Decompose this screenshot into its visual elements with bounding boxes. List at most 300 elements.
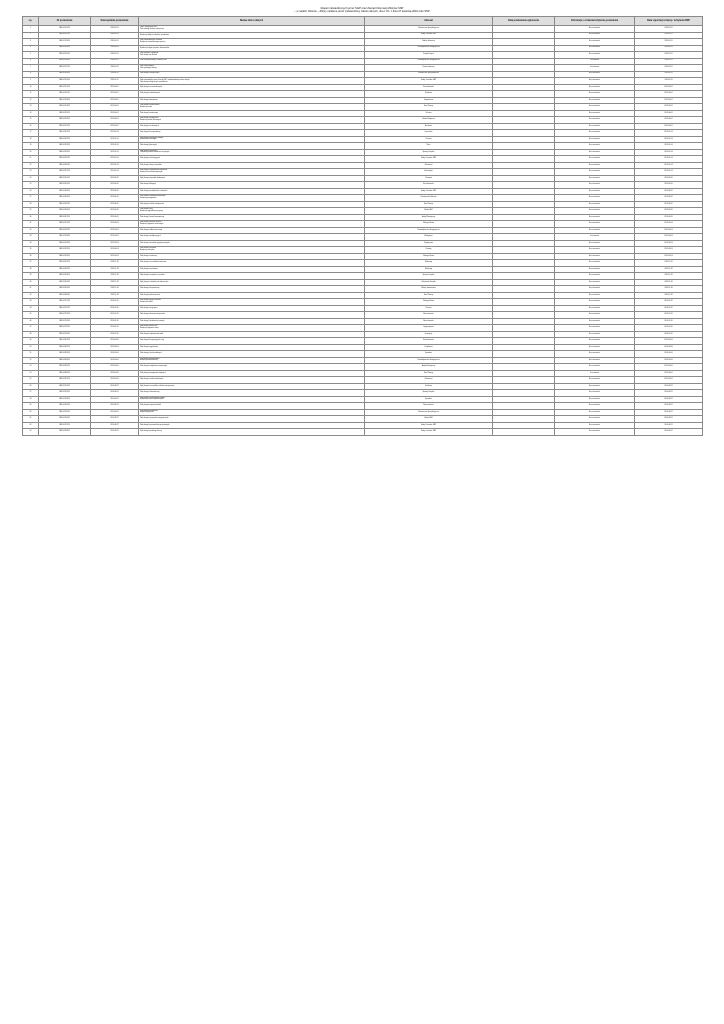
cell-lp: 36	[23, 253, 39, 260]
dataset-name-line: Zbiór danych nagrań rozmów	[140, 300, 161, 302]
dataset-name-line: Zbiór Ewidencji pracowników	[140, 78, 161, 79]
cell-lp: 25	[23, 182, 39, 189]
dataset-name-line: Zbiór danych szkód i ubezpieczeń	[140, 203, 165, 205]
cell-issue-date: 2014-05-06	[91, 364, 139, 371]
cell-permit-number: NBP-01/6/5/99	[39, 286, 91, 293]
cell-permit-number: NBP-01/3/1/99	[39, 130, 91, 137]
cell-recipient: Transport	[365, 175, 493, 182]
dataset-name-line: Zbiór danych osób kontaktowych	[140, 379, 164, 381]
cell-issue-date: 2013-04-02	[91, 97, 139, 104]
cell-change-info: Bez zastrzeżeń	[555, 169, 635, 176]
cell-registration-date: 2014-05-06	[635, 364, 703, 371]
cell-lp: 42	[23, 292, 39, 299]
table-row	[23, 78, 703, 85]
cell-lp: 29	[23, 208, 39, 215]
cell-change-info: Bez zastrzeżeń	[555, 162, 635, 169]
cell-permit-number: NBP-01/7/3/99	[39, 312, 91, 319]
cell-recipient: Pomiary	[365, 247, 493, 254]
cell-permit-number: NBP-01/1/5/99	[39, 52, 91, 59]
cell-registration-date: 2013-11-18	[635, 273, 703, 280]
dataset-name-line: Zbiór zatwierdzony przez Zarząd SNP i odpowiedzialny zakres danych	[140, 79, 190, 81]
cell-permit-number: NBP-01/2/2/99	[39, 91, 91, 98]
cell-recipient: Przedsiębiorstwo Energetyczne	[365, 58, 493, 65]
cell-lp: 28	[23, 201, 39, 208]
dataset-name-line: Zbiór danych uczestników szkoleń zewnętrznych	[140, 385, 175, 387]
cell-change-info: Bez zastrzeżeń	[555, 91, 635, 98]
cell-recipient: Szkolenia	[365, 383, 493, 390]
cell-change-info: Bez zastrzeżeń	[555, 260, 635, 267]
cell-registration-date: 2013-03-11	[635, 26, 703, 33]
cell-registration-date: 2013-03-11	[635, 45, 703, 52]
cell-change-info: Bez zastrzeżeń	[555, 338, 635, 345]
cell-issue-date: 2013-09-03	[91, 240, 139, 247]
dataset-name-line: Zbiór danych praktykantów i stażystów	[140, 190, 168, 192]
cell-lp: 3	[23, 39, 39, 46]
cell-change-info: Bez zastrzeżeń	[555, 214, 635, 221]
cell-recipient: Ratownictwo Specjalistyczne	[365, 71, 493, 78]
dataset-name-line: Zbiór ustalony pracowników	[140, 33, 160, 35]
cell-registration-date: 2013-05-14	[635, 162, 703, 169]
cell-lp: 24	[23, 175, 39, 182]
cell-issue-date: 2013-03-11	[91, 32, 139, 39]
cell-lp: 37	[23, 260, 39, 267]
cell-permit-number: NBP-01/4/6/99	[39, 208, 91, 215]
cell-lp: 27	[23, 195, 39, 202]
cell-permit-number: NBP-01/7/5/99	[39, 325, 91, 332]
title-line-2: – w nadzór zbiorów – Zbiory ustalone przez zatwierdzony zakres danych, oba z Art. z dnia 27 kwietnia 2016 roku SNP	[294, 10, 430, 14]
cell-registration-date: 2013-06-20	[635, 208, 703, 215]
cell-registration-date: 2014-02-10	[635, 318, 703, 325]
cell-recipient: Obsługa Klienta	[365, 221, 493, 228]
cell-issue-date: 2013-09-03	[91, 221, 139, 228]
cell-issue-date: 2013-11-18	[91, 266, 139, 273]
cell-permit-number: NBP-01/9/6/99	[39, 416, 91, 423]
cell-lp: 54	[23, 370, 39, 377]
cell-issue-date: 2013-03-11	[91, 58, 139, 65]
cell-lp: 23	[23, 169, 39, 176]
cell-change-info: Bez zastrzeżeń	[555, 396, 635, 403]
dataset-name-line: Zbiór danych zamówień publicznych	[140, 196, 166, 198]
cell-registration-date: 2014-02-10	[635, 305, 703, 312]
cell-issue-date: 2014-08-22	[91, 396, 139, 403]
cell-recipient: Relacje Inwestorskie	[365, 286, 493, 293]
dataset-name-line: Ewidencja zgłoszeń serwisowych	[140, 223, 164, 225]
cell-lp: 6	[23, 58, 39, 65]
cell-lp: 53	[23, 364, 39, 371]
cell-lp: 15	[23, 117, 39, 124]
document-title	[0, 7, 724, 14]
cell-registration-date: 2013-04-02	[635, 123, 703, 130]
cell-lp: 56	[23, 383, 39, 390]
dataset-name-line: Zbiór danych sygnalistów	[140, 346, 158, 348]
cell-issue-date: 2013-05-14	[91, 149, 139, 156]
cell-change-info: Bez zastrzeżeń	[555, 26, 635, 33]
cell-lp: 47	[23, 325, 39, 332]
dataset-name-line: Zbiór danych przebiegu kariery	[140, 431, 162, 433]
cell-change-info: Bez zastrzeżeń	[555, 273, 635, 280]
cell-permit-number: NBP-01/1/8/99	[39, 71, 91, 78]
cell-change-info: Bez zastrzeżeń	[555, 299, 635, 306]
cell-lp: 57	[23, 390, 39, 397]
cell-permit-number: NBP-01/6/1/99	[39, 260, 91, 267]
register-table	[22, 16, 703, 436]
cell-registration-date: 2014-08-22	[635, 396, 703, 403]
cell-recipient: Audyt Wewnętrzny	[365, 364, 493, 371]
cell-issue-date: 2013-03-11	[91, 26, 139, 33]
cell-permit-number: NBP-01/7/1/99	[39, 299, 91, 306]
cell-issue-date: 2013-05-14	[91, 162, 139, 169]
cell-recipient: Kadry Centralne SNP	[365, 32, 493, 39]
cell-change-info: Bez zastrzeżeń	[555, 104, 635, 111]
cell-change-info: Bez zastrzeżeń	[555, 123, 635, 130]
cell-recipient: Przedsiębiorstwo Energetyczne	[365, 227, 493, 234]
dataset-name-line: Zbiór danych korespondencji	[140, 132, 161, 134]
cell-permit-number: NBP-01/3/6/99	[39, 162, 91, 169]
cell-issue-date: 2013-06-20	[91, 201, 139, 208]
cell-recipient: Kadry Centralne SNP	[365, 188, 493, 195]
cell-dataset-name	[139, 429, 365, 436]
cell-issue-date: 2013-03-11	[91, 71, 139, 78]
dataset-name-line: Zbiór danych akcjonariuszy	[140, 288, 160, 290]
cell-issue-date: 2013-04-02	[91, 110, 139, 117]
cell-lp: 17	[23, 130, 39, 137]
cell-registration-date: 2013-03-11	[635, 58, 703, 65]
cell-issue-date: 2014-08-22	[91, 429, 139, 436]
dataset-name-line: Zbiór danych uczestników konkursów	[140, 262, 167, 264]
cell-issue-date: 2013-06-20	[91, 195, 139, 202]
cell-registration-date: 2014-02-10	[635, 299, 703, 306]
cell-registration-date: 2013-04-02	[635, 117, 703, 124]
cell-recipient: Windykacja	[365, 234, 493, 241]
dataset-name-line: Zbiór danych użytkowników systemów	[140, 170, 168, 172]
cell-change-info: Bez zastrzeżeń	[555, 364, 635, 371]
cell-recipient: Sprzedaż	[365, 396, 493, 403]
cell-lp: 18	[23, 136, 39, 143]
cell-recipient: Inwestycje	[365, 331, 493, 338]
cell-change-info: Bez zastrzeżeń	[555, 312, 635, 319]
cell-recipient: Dział Prawny	[365, 370, 493, 377]
cell-lp: 32	[23, 227, 39, 234]
cell-issue-date: 2013-03-11	[91, 39, 139, 46]
cell-permit-number: NBP-01/8/2/99	[39, 344, 91, 351]
cell-change-info: Bez zastrzeżeń	[555, 429, 635, 436]
cell-registration-date: 2013-06-20	[635, 214, 703, 221]
cell-change-info: Bez zastrzeżeń	[555, 318, 635, 325]
cell-lp: 45	[23, 312, 39, 319]
cell-recipient: Compliance	[365, 344, 493, 351]
cell-recipient: Ratownictwo Specjalistyczne	[365, 409, 493, 416]
cell-recipient: Zarząd Danych	[365, 52, 493, 59]
dataset-name-line: Zbiór danych audytorów zewnętrznych	[140, 366, 168, 368]
cell-registration-date: 2013-11-18	[635, 266, 703, 273]
cell-recipient: Obsługa Klienta	[365, 253, 493, 260]
dataset-name-line: Zbiór danych odbiorców energii	[140, 229, 163, 231]
cell-issue-date: 2013-11-18	[91, 260, 139, 267]
dataset-name-line: Zbiór danych socjalnych	[140, 150, 158, 152]
dataset-name-line: Zbiór danych skarg i wniosków	[140, 164, 162, 166]
cell-lp: 44	[23, 305, 39, 312]
cell-permit-number: NBP-01/7/6/99	[39, 331, 91, 338]
cell-registration-date: 2013-06-20	[635, 182, 703, 189]
cell-lp: 48	[23, 331, 39, 338]
col-header-issue-date: Data wydania pozwolenia	[91, 17, 139, 26]
cell-issue-date: 2013-05-14	[91, 143, 139, 150]
cell-recipient: Sprawy Socjalne	[365, 390, 493, 397]
cell-change-info: Bez zastrzeżeń	[555, 240, 635, 247]
cell-registration-date: 2014-08-22	[635, 422, 703, 429]
cell-issue-date: 2013-03-11	[91, 65, 139, 72]
cell-recipient: Informatyka	[365, 169, 493, 176]
dataset-name-line: Zbiór danych liczników	[140, 248, 157, 250]
cell-change-info: Bez zastrzeżeń	[555, 331, 635, 338]
cell-permit-number: NBP-01/1/3/99	[39, 39, 91, 46]
dataset-name-line: Zbiór danych medycznych	[140, 118, 159, 120]
cell-issue-date: 2014-02-10	[91, 325, 139, 332]
cell-registration-date: 2013-11-18	[635, 286, 703, 293]
cell-lp: 12	[23, 97, 39, 104]
col-header-change-info: Informacje o zmianie/uchyleniu pozwolenia	[555, 17, 635, 26]
cell-recipient: Kadry Centralne SNP	[365, 422, 493, 429]
cell-issue-date: 2013-11-18	[91, 292, 139, 299]
dataset-name-line: Zbiór danych korzystających z ulg	[140, 340, 164, 342]
cell-permit-number: NBP-01/5/6/99	[39, 253, 91, 260]
dataset-name-line: Zbiór danych uprawnień dostępu	[140, 137, 164, 139]
dataset-name-line: Zbiór danych rozrachunkowych	[140, 86, 163, 88]
cell-change-info: Bez zastrzeżeń	[555, 149, 635, 156]
cell-issue-date: 2013-04-02	[91, 104, 139, 111]
cell-issue-date: 2014-05-06	[91, 357, 139, 364]
dataset-name-line: Zbiór danych kontrahentów	[140, 105, 160, 107]
cell-permit-number: NBP-01/5/1/99	[39, 221, 91, 228]
cell-registration-date: 2013-05-14	[635, 136, 703, 143]
cell-change-info: Bez zastrzeżeń	[555, 182, 635, 189]
dataset-name-line: Ewidencja wypadków przy pracy	[140, 210, 163, 212]
table-header	[23, 17, 703, 26]
cell-issue-date: 2013-09-03	[91, 227, 139, 234]
dataset-name-line: Zbiór zmian danych	[140, 65, 154, 67]
cell-lp: 30	[23, 214, 39, 221]
dataset-name-line: Ewidencja danych członków i przedmiotu	[140, 35, 169, 37]
cell-permit-number: NBP-01/1/1/99	[39, 26, 91, 33]
col-header-submission-date: Data przekazania zgłoszenia	[493, 17, 555, 26]
cell-permit-number: NBP-01/2/7/99	[39, 123, 91, 130]
cell-recipient: Sekretariat	[365, 162, 493, 169]
cell-recipient: Płace	[365, 143, 493, 150]
cell-permit-number: NBP-01/9/5/99	[39, 409, 91, 416]
dataset-name-line: Zbiór danych szkoleniowych	[140, 93, 160, 95]
cell-recipient: Służba BHP	[365, 208, 493, 215]
cell-submission-date	[493, 78, 555, 85]
cell-registration-date: 2013-05-14	[635, 149, 703, 156]
cell-issue-date: 2014-08-22	[91, 383, 139, 390]
cell-change-info: Bez zastrzeżeń	[555, 39, 635, 46]
cell-lp: 16	[23, 123, 39, 130]
cell-permit-number: NBP-01/1/6/99	[39, 58, 91, 65]
dataset-name-line: Ewidencja mikroinstalacji	[140, 360, 158, 362]
cell-registration-date: 2013-06-20	[635, 188, 703, 195]
cell-permit-number: NBP-01/6/4/99	[39, 279, 91, 286]
cell-issue-date: 2013-09-03	[91, 247, 139, 254]
dataset-name-line: Zbiór danych archiwalnych	[140, 125, 159, 127]
cell-change-info: Bez zastrzeżeń	[555, 344, 635, 351]
cell-lp: 35	[23, 247, 39, 254]
dataset-name-line: Zbiór: Ratownictwo SNP	[140, 26, 158, 28]
cell-permit-number: NBP-01/5/5/99	[39, 247, 91, 254]
dataset-name-line: Zbiór danych ratowników	[140, 410, 158, 412]
cell-issue-date: 2014-02-10	[91, 318, 139, 325]
cell-permit-number: NBP-01/1/4/99	[39, 45, 91, 52]
cell-registration-date: 2014-05-06	[635, 357, 703, 364]
cell-permit-number: NBP-01/5/4/99	[39, 240, 91, 247]
dataset-name-line: Zbiór danych służebności przesyłu	[140, 320, 165, 322]
cell-change-info: Bez zastrzeżeń	[555, 403, 635, 410]
dataset-name-line: Zbiór danych newslettera	[140, 268, 158, 270]
cell-change-info: Bez zastrzeżeń	[555, 279, 635, 286]
cell-permit-number: NBP-01/7/2/99	[39, 305, 91, 312]
cell-recipient: Archiwum	[365, 123, 493, 130]
cell-change-info: Bez zastrzeżeń	[555, 351, 635, 358]
cell-registration-date: 2013-09-03	[635, 221, 703, 228]
cell-lp: 26	[23, 188, 39, 195]
cell-change-info: Bez zastrzeżeń	[555, 97, 635, 104]
dataset-name-line: Ewidencja umów kompleksowych	[140, 399, 164, 401]
cell-registration-date: 2014-08-22	[635, 409, 703, 416]
cell-change-info: Bez zastrzeżeń	[555, 253, 635, 260]
cell-permit-number: NBP-01/8/5/99	[39, 364, 91, 371]
cell-registration-date: 2014-08-22	[635, 383, 703, 390]
cell-permit-number: NBP-01/6/2/99	[39, 266, 91, 273]
cell-issue-date: 2013-04-02	[91, 123, 139, 130]
dataset-name-line: Ewidencja umów	[140, 106, 152, 108]
table-row	[23, 429, 703, 436]
cell-lp: 9	[23, 78, 39, 85]
dataset-name-line: Zbiór danych postępowań sądowych	[140, 372, 166, 374]
cell-lp: 14	[23, 110, 39, 117]
cell-registration-date: 2013-11-18	[635, 260, 703, 267]
cell-registration-date: 2014-05-06	[635, 344, 703, 351]
cell-dataset-name	[139, 78, 365, 85]
dataset-name-line: Zbiór danych emerytów i rencistów	[140, 275, 165, 277]
cell-permit-number: NBP-01/2/4/99	[39, 104, 91, 111]
cell-change-info: Bez zastrzeżeń	[555, 188, 635, 195]
cell-registration-date: 2013-03-11	[635, 52, 703, 59]
cell-lp: 1	[23, 26, 39, 33]
dataset-name-line: Zbiór danych dostawców	[140, 99, 158, 101]
table-body	[23, 26, 703, 436]
cell-lp: 51	[23, 351, 39, 358]
cell-permit-number: NBP-01/8/4/99	[39, 357, 91, 364]
cell-change-info: Bez zastrzeżeń	[555, 208, 635, 215]
title-line-1: Rejestr zatwierdzonych przez SAiP oraz Zarząd Informacji Zbiorów SNP	[320, 7, 404, 10]
cell-recipient: Zamówienia Publiczne	[365, 195, 493, 202]
cell-change-info: Bez zastrzeżeń	[555, 221, 635, 228]
cell-permit-number: NBP-01/9/7/99	[39, 422, 91, 429]
cell-recipient: Dyspozytornia	[365, 325, 493, 332]
dataset-name-line: Zbiór przebiegu obsługi	[140, 67, 157, 69]
cell-recipient: Nieruchomości	[365, 403, 493, 410]
cell-registration-date: 2014-08-22	[635, 403, 703, 410]
dataset-name-line: Zbiór danych ofert handlowych	[140, 353, 162, 355]
cell-permit-number: NBP-01/9/3/99	[39, 396, 91, 403]
cell-lp: 60	[23, 409, 39, 416]
cell-registration-date: 2013-09-03	[635, 253, 703, 260]
dataset-name-line: Ewidencja odczytów	[140, 249, 155, 251]
cell-permit-number: NBP-01/3/3/99	[39, 143, 91, 150]
cell-recipient: Marketing	[365, 260, 493, 267]
cell-permit-number: NBP-01/2/6/99	[39, 117, 91, 124]
cell-issue-date: 2013-03-11	[91, 45, 139, 52]
dataset-name-line: Zbiór zarejestrowanych członków SNP	[140, 60, 168, 62]
cell-issue-date: 2014-08-22	[91, 416, 139, 423]
dataset-name-line: Zbiór danych awarii sieci	[140, 326, 158, 328]
cell-change-info: Bez zastrzeżeń	[555, 136, 635, 143]
cell-registration-date: 2014-05-06	[635, 377, 703, 384]
cell-lp: 31	[23, 221, 39, 228]
cell-lp: 52	[23, 357, 39, 364]
cell-lp: 34	[23, 240, 39, 247]
dataset-name-line: Zbiór danych konsumentów energii	[140, 397, 165, 399]
dataset-name-line: Zbiór danych członków rad nadzorczych	[140, 281, 169, 283]
dataset-name-line: Zakładowy fundusz świadczeń socjalnych	[140, 152, 170, 154]
cell-permit-number: NBP-01/8/1/99	[39, 338, 91, 345]
dataset-name-line: Zbiór danych rekrutacyjnych	[140, 158, 160, 160]
cell-recipient: Ochrona	[365, 305, 493, 312]
cell-lp: 50	[23, 344, 39, 351]
dataset-name-line: Zbiór danych uprawnień energetycznych	[140, 418, 169, 420]
cell-permit-number: NBP-01/3/7/99	[39, 169, 91, 176]
cell-issue-date: 2013-04-02	[91, 84, 139, 91]
cell-change-info: Bez zastrzeżeń	[555, 84, 635, 91]
cell-lp: 38	[23, 266, 39, 273]
cell-issue-date: 2014-02-10	[91, 305, 139, 312]
cell-permit-number: NBP-01/6/6/99	[39, 292, 91, 299]
dataset-name-line: Zbiór danych do kontroli	[140, 54, 158, 56]
cell-permit-number: NBP-01/4/5/99	[39, 201, 91, 208]
cell-registration-date: 2014-08-22	[635, 390, 703, 397]
cell-change-info: Ze zmianami	[555, 58, 635, 65]
cell-lp: 41	[23, 286, 39, 293]
cell-registration-date: 2013-11-18	[635, 279, 703, 286]
cell-lp: 21	[23, 156, 39, 163]
dataset-name-line: Ewidencja kart dostępu	[140, 139, 157, 141]
cell-issue-date: 2014-05-06	[91, 351, 139, 358]
cell-issue-date: 2013-06-20	[91, 188, 139, 195]
cell-recipient: Sprzedaż	[365, 351, 493, 358]
cell-change-info: Bez zastrzeżeń	[555, 305, 635, 312]
dataset-name-line: Zbiór danych najemców lokali	[140, 405, 161, 407]
cell-change-info: Bez zastrzeżeń	[555, 45, 635, 52]
dataset-name-line: Zbiór danych wniosków przyłączeniowych	[140, 242, 170, 244]
cell-issue-date: 2013-03-11	[91, 52, 139, 59]
cell-permit-number: NBP-01/4/3/99	[39, 188, 91, 195]
dataset-name-line: Zbiór danych reklamacji	[140, 255, 157, 257]
cell-registration-date: 2013-04-02	[635, 84, 703, 91]
dataset-name-line: Zbiór danych płacowych	[140, 145, 158, 147]
cell-recipient: Dział Prawny	[365, 201, 493, 208]
cell-registration-date: 2014-02-10	[635, 331, 703, 338]
dataset-name-line: Zbiór danych wizyt gości	[140, 307, 158, 309]
cell-permit-number: NBP-01/9/4/99	[39, 403, 91, 410]
dataset-name-line: Zbiór danych pracowników tymczasowych	[140, 424, 170, 426]
cell-issue-date: 2013-06-20	[91, 182, 139, 189]
cell-registration-date: 2013-06-20	[635, 201, 703, 208]
dataset-name-line: Zbiór danych wykonawców robót	[140, 333, 164, 335]
cell-change-info: Bez zastrzeżeń	[555, 71, 635, 78]
cell-change-info: Bez zastrzeżeń	[555, 130, 635, 137]
dataset-name-line: Zbiór danych dotyczących zatrudnienia	[140, 81, 168, 83]
dataset-name-line: Ewidencja badań okresowych	[140, 119, 161, 121]
cell-registration-date: 2013-03-11	[635, 78, 703, 85]
